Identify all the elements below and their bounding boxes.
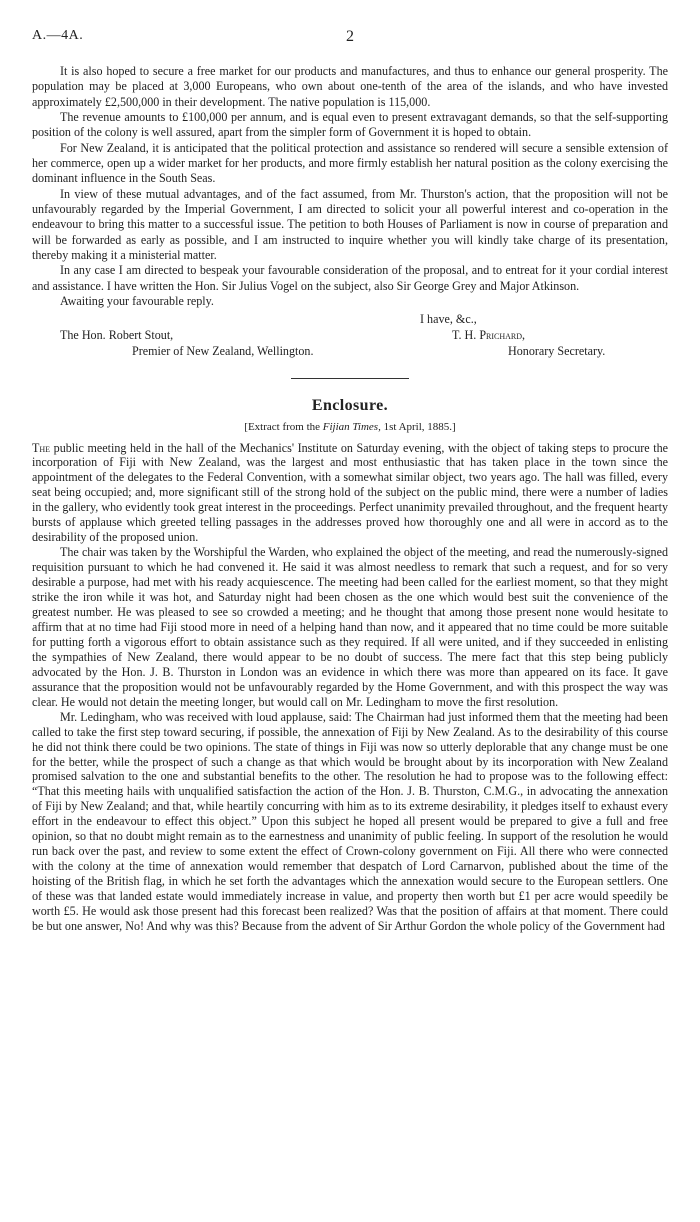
enclosure-title: Enclosure. (311, 396, 389, 414)
enclosure-paragraph: The chair was taken by the Worshipful the Warden, who explained the object of the meeting, and read the numerously-signed requisition pursuant to which he had convened it. He said it was almost needless to remark that such a request, and for so very desirable a purpose, had met with his ready acquiescence. The meeting had been called for the earliest moment, so that they might strike the iron while it was hot, and Saturday night had been chosen as the one which would best suit the convenience of the greatest number. He was pleased to see so crowded a meeting; and he thought that among those present none would hesitate to affirm that at no time had Fiji stood more in need of a helping hand than now, and it appeared that no time could be more suitable for putting forth a vigorous effort to obtain assistance such as they required. If all were united, and if they succeeded in enlisting the sympathies of New Zealand, there would appear to be no doubt of success. The mere fact that this step being publicly advocated by the Hon. J. B. Thurston in London was an evidence in which there was more than appeared on its face. It gave assurance that the proposition would not be unfavourably regarded by the Home Government, and with this prospect the way was clear. He would not detain the meeting longer, but would call on Mr. Ledingham to move the first resolution. (32, 545, 668, 709)
signer-title: Honorary Secretary. (508, 343, 606, 358)
source-publication: Fijian Times, (322, 420, 381, 433)
letter-signoff (32, 312, 668, 360)
letter-body (32, 64, 668, 310)
letter-paragraph: In view of these mutual advantages, and of the fact assumed, from Mr. Thurston's action, that the proposition will not be unfavourably regarded by the Imperial Government, I am directed to solicit your all powerful interest and co-operation in the endeavour to bring this matter to a successful issue. The petition to both Houses of Parliament is now in course of preparation and will be forwarded as early as possible, and I am instructed to inquire whether you will kindly take charge of its presentation, thereby making it a ministerial matter. (32, 186, 668, 263)
enclosure-source (32, 421, 668, 433)
letter-paragraph: For New Zealand, it is anticipated that the political protection and assistance so rendered will secure a sensible extension of her commerce, open up a wider market for her products, and more firmly establish her natural position as the colony exercising the dominant influence in the South Seas. (32, 140, 668, 186)
addressee-title: Premier of New Zealand, Wellington. (132, 343, 314, 358)
letter-paragraph: The revenue amounts to £100,000 per annum, and is equal even to present extravagant demands, so that the self-supporting position of the colony is well assured, apart from the simpler form of Government it is hoped to obtain. (32, 110, 668, 140)
enclosure-paragraph: Mr. Ledingham, who was received with loud applause, said: The Chairman had just informed them that the meeting had been called to take the first step toward securing, if possible, the annexation of Fiji by New Zealand. As to the desirability of this course he did not think there could be two opinions. The state of things in Fiji was now so utterly deplorable that any change must be one for the better, while the prospect of such a change as that which would be brought about by its incorporation with New Zealand promised salvation to the one and substantial benefits to the other. The resolution he had to propose was to the following effect: “That this meeting hails with unqualified satisfaction the action of the Hon. J. B. Thurston, C.M.G., in advocating the annexation of Fiji by New Zealand; and that, while heartily concurring with him as to its extreme desirability, it pledges itself to exhaust every effort in the endeavour to effect this object.” Upon this subject he hoped all present would be prepared to give a full and free opinion, so that no doubt might remain as to the earnestness and unanimity of public feeling. In support of the resolution he would run back over the past, and review to some extent the effect of Crown-colony government on Fiji. All there who were connected with the colony at the time of annexation would remember that despatch of Lord Carnarvon, published about the time of the hoisting of the British flag, in which he set forth the advantages which the annexation would secure to the European settlers. One of these was that landed estate would immediately increase in value, and property then worth but £1 per acre would speedily be worth £5. He would ask those present had this forecast been realized? Was that the position of affairs at that moment. There could be but one answer, No! And why was this? Because from the advent of Sir Arthur Gordon the whole policy of the Government had (32, 709, 668, 933)
signer-name: T. H. Prichard, (452, 327, 526, 342)
source-date: 1st April, 1885.] (383, 420, 456, 433)
paper-reference: A.—4A. (32, 28, 84, 43)
letter-paragraph: It is also hoped to secure a free market for our products and manufactures, and thus to enhance our general prosperity. The population may be placed at 3,000 Europeans, who own about one-tenth of the area of the islands, and who have invested approximately £2,500,000 in their development. The native population is 115,000. (32, 64, 668, 109)
addressee-name: The Hon. Robert Stout, (60, 327, 174, 342)
page-number: 2 (346, 28, 354, 45)
enclosure-paragraph-text: public meeting held in the hall of the Mechanics' Institute on Saturday evening, with the object of taking steps to procure the incorporation of Fiji with New Zealand, was the largest and most enthusiastic that has taken place in the town since the appointment of the delegates to the Federal Convention, with a somewhat similar object, two years ago. The hall was filled, every seat being occupied; and, more significant still of the strong hold of the subject on the public mind, there were a number of ladies in the gallery, who evidently took great interest in the proceedings. Perfect unanimity prevailed throughout, and the frequent hearty bursts of applause which greeted telling passages in the addresses proved how thoroughly one and all were in accord as to the desirability of the proposed union. (32, 440, 668, 545)
letter-paragraph: In any case I am directed to bespeak your favourable consideration of the proposal, and to entreat for it your cordial interest and assistance. I have written the Hon. Sir Julius Vogel on the subject, also Sir George Grey and Major Atkinson. (32, 263, 668, 293)
enclosure-body (32, 441, 668, 934)
source-prefix: [Extract from the (244, 420, 321, 433)
letter-paragraph: Awaiting your favourable reply. (60, 294, 214, 309)
running-header (32, 28, 668, 50)
closing-line: I have, &c., (420, 311, 477, 326)
section-divider (291, 378, 409, 379)
enclosure-paragraph (32, 441, 668, 546)
lead-word: The (32, 440, 51, 455)
